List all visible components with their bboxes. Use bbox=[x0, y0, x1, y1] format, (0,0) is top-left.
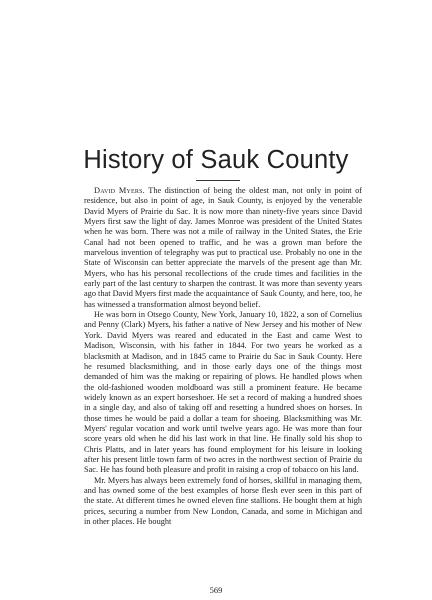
paragraph-2: He was born in Otsego County, New York, January 10, 1822, a son of Cornelius and Penny (Clark) Myers, his father a native of New Jersey and his mother of New York. David Myers was reared and educated in the East and came West to Madison, Wisconsin, with his father in 1844. For two years he worked as a blacksmith at Madison, and in 1845 came to Prairie du Sac in Sauk County. Here he resumed blacksmithing, and in those early days one of the things most demanded of him was the making or repairing of plows. He handled plows when the old-fashioned wooden moldboard was still a prominent feature. He became widely known as an expert horseshoer. He set a record of making a hundred shoes in a single day, and also of taking off and resetting a hundred shoes on horses. In those times he would be paid a dollar a team for shoeing. Blacksmithing was Mr. Myers' regular vocation and work until twelve years ago. He was more than four score years old when he did his last work in that line. He finally sold his shop to Chris Platts, and in later years has found employment for his leisure in looking after his present little town farm of two acres in the northwest section of Prairie du Sac. He has found both pleasure and profit in raising a crop of tobacco on his land. bbox=[84, 310, 362, 475]
article-body bbox=[84, 186, 362, 527]
paragraph-lead: David Myers. bbox=[94, 186, 145, 195]
paragraph-3: Mr. Myers has always been extremely fond of horses, skillful in managing them, and has owned some of the best examples of horse flesh ever seen in this part of the state. At different times he owned eleven fine stallions. He bought them at high prices, securing a number from New London, Canada, and some in Michigan and in other places. He bought bbox=[84, 475, 362, 526]
title-divider bbox=[196, 180, 240, 181]
paragraph-1 bbox=[84, 186, 362, 310]
page-title: History of Sauk County bbox=[83, 146, 349, 174]
paragraph-text: The distinction of being the oldest man, not only in point of residence, but also in point of age, in Sauk County, is enjoyed by the venerable David Myers of Prairie du Sac. It is now more than ninety-five years since David Myers first saw the light of day. James Monroe was president of the United States when he was born. There was not a mile of railway in the United States, the Erie Canal had not been opened to traffic, and he was a grown man before the marvelous invention of telegraphy was put to practical use. Probably no one in the State of Wisconsin can better appreciate the marvels of the present age than Mr. Myers, who has his personal recollections of the crude times and facilities in the early part of the last century to sharpen the contrast. It was more than seventy years ago that David Myers first made the acquaintance of Sauk County, and here, too, he has witnessed a transformation almost beyond belief. bbox=[84, 186, 363, 309]
page-number: 569 bbox=[209, 585, 223, 595]
